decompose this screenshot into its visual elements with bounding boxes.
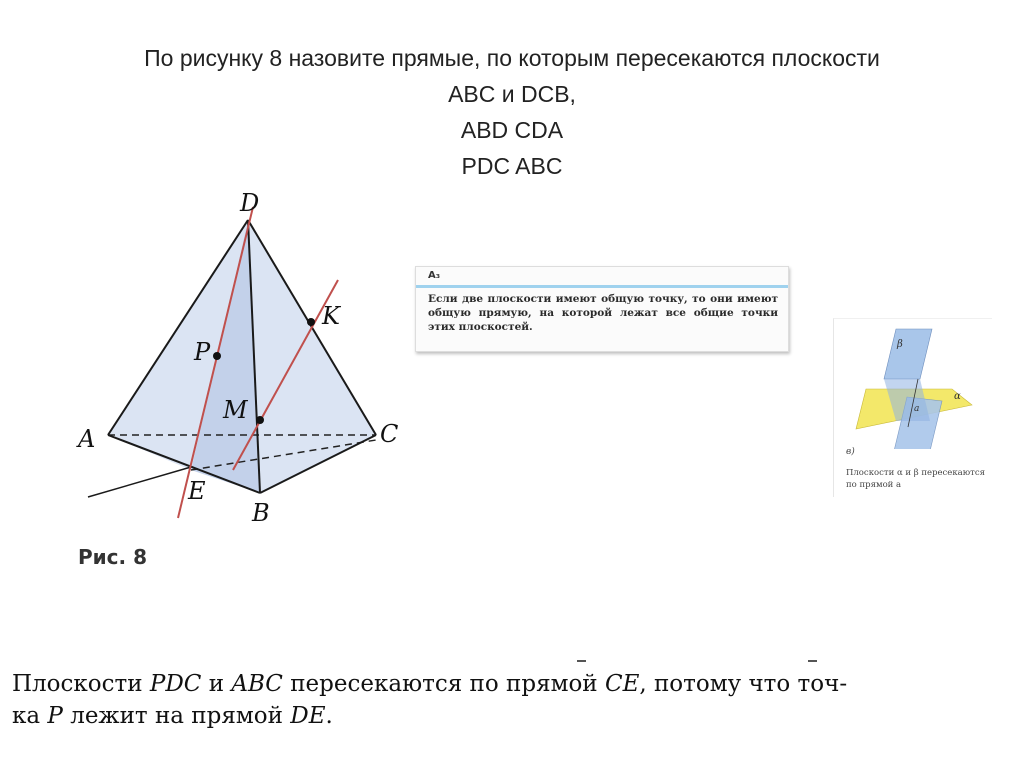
label-e: E — [188, 477, 206, 505]
line-extension — [88, 467, 191, 497]
pyramid-figure — [70, 185, 420, 525]
line-ce: CE — [604, 671, 640, 697]
rule-card — [415, 266, 789, 352]
label-line-a: a — [914, 404, 920, 414]
bottom-word: и — [208, 671, 225, 697]
rule-header — [416, 267, 788, 288]
point-m — [256, 416, 264, 424]
plane-pdc: PDC — [149, 671, 202, 697]
point-p-text: P — [47, 703, 63, 729]
figure-caption: Рис. 8 — [78, 545, 148, 569]
bottom-word: . — [325, 703, 333, 729]
planes-figure-card — [833, 318, 992, 497]
label-m: M — [223, 396, 248, 424]
title-line-2: ABC и DCB, — [448, 81, 576, 107]
face-dcb — [248, 220, 376, 493]
label-d: D — [240, 189, 260, 217]
plane-abc: ABC — [231, 671, 283, 697]
rule-tag: A₃ — [428, 270, 441, 281]
bottom-line-2 — [12, 700, 1012, 732]
title-line-1: По рисунку 8 назовите прямые, по которым пересекаются плоскости — [144, 45, 880, 71]
bottom-word: лежит на прямой — [70, 703, 283, 729]
bottom-word: ка — [12, 703, 41, 729]
label-p: P — [194, 338, 211, 366]
scan-mark — [577, 660, 586, 662]
planes-figure — [834, 319, 992, 449]
label-k: K — [322, 302, 340, 330]
bottom-line-1 — [12, 668, 1012, 700]
bottom-word: Плоскости — [12, 671, 143, 697]
label-c: C — [380, 420, 399, 448]
bottom-word: , потому что точ- — [639, 671, 848, 697]
point-p — [213, 352, 221, 360]
label-b: B — [252, 499, 270, 525]
title-line-4: PDC ABC — [461, 153, 563, 179]
slide-title — [0, 40, 1024, 184]
title-line-3: ABD CDA — [460, 117, 564, 143]
point-k — [307, 318, 315, 326]
rule-text: Если две плоскости имеют общую точку, то они имеют общую прямую, на которой лежат все общие точки этих плоскостей. — [428, 293, 778, 333]
planes-sublabel: в) — [846, 447, 855, 457]
bottom-explanation — [12, 668, 1012, 732]
bottom-word: пересекаются по прямой — [290, 671, 598, 697]
line-de-text: DE — [290, 703, 326, 729]
label-beta: β — [897, 339, 903, 350]
scan-mark — [808, 660, 817, 662]
beta-plane-top — [884, 329, 932, 379]
label-a: A — [78, 425, 96, 453]
label-alpha: α — [954, 391, 961, 402]
planes-caption: Плоскости α и β пересекаются по прямой a — [846, 468, 985, 490]
